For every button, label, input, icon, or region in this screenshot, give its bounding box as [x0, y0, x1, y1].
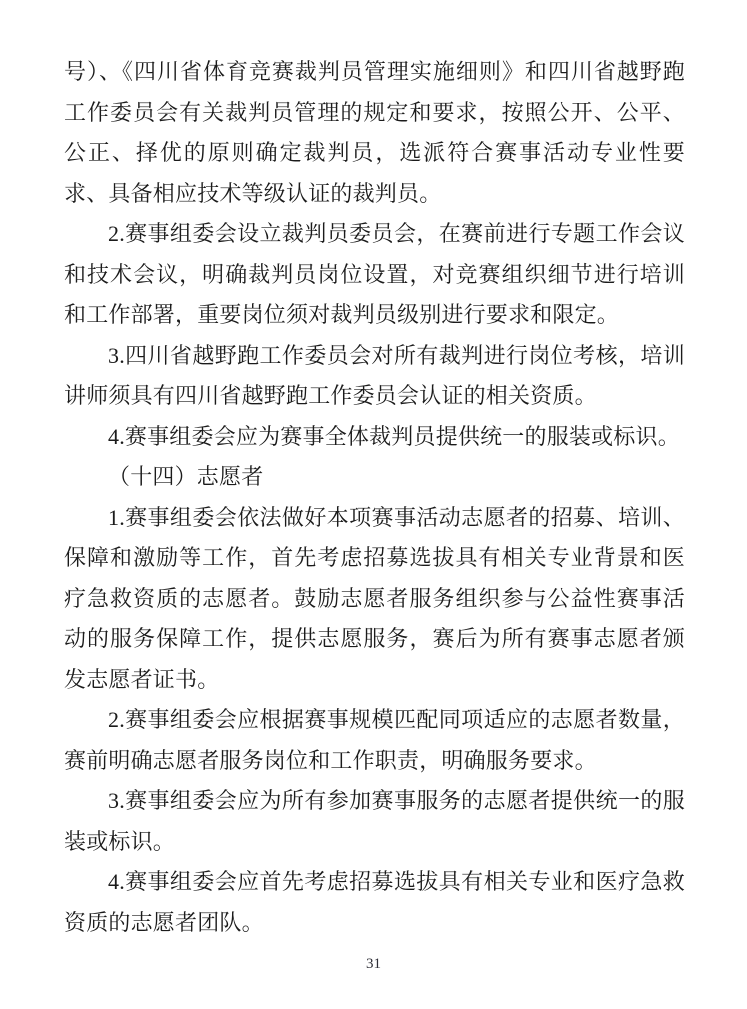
body-paragraph: 2.赛事组委会设立裁判员委员会，在赛前进行专题工作会议和技术会议，明确裁判员岗位设置，对竞赛组织细节进行培训和工作部署，重要岗位须对裁判员级别进行要求和限定。 — [64, 221, 685, 327]
page-number: 31 — [366, 956, 381, 972]
body-paragraph: 1.赛事组委会依法做好本项赛事活动志愿者的招募、培训、保障和激励等工作，首先考虑招募选拔具有相关专业背景和医疗急救资质的志愿者。鼓励志愿者服务组织参与公益性赛事活动的服务保障工作，提供志愿服务，赛后为所有赛事志愿者颁发志愿者证书。 — [64, 504, 685, 692]
body-paragraph: 3.赛事组委会应为所有参加赛事服务的志愿者提供统一的服装或标识。 — [64, 788, 685, 854]
section-heading-volunteers: （十四）志愿者 — [108, 464, 264, 489]
body-paragraph: 4.赛事组委会应为赛事全体裁判员提供统一的服装或标识。 — [108, 423, 680, 449]
body-paragraph: 4.赛事组委会应首先考虑招募选拔具有相关专业和医疗急救资质的志愿者团队。 — [64, 869, 685, 935]
body-paragraph: 3.四川省越野跑工作委员会对所有裁判进行岗位考核，培训讲师须具有四川省越野跑工作委员会认证的相关资质。 — [64, 342, 685, 408]
body-paragraph: 2.赛事组委会应根据赛事规模匹配同项适应的志愿者数量，赛前明确志愿者服务岗位和工作职责，明确服务要求。 — [64, 707, 685, 773]
document-body — [64, 52, 685, 943]
body-paragraph: 号）、《四川省体育竞赛裁判员管理实施细则》和四川省越野跑工作委员会有关裁判员管理的规定和要求，按照公开、公平、公正、择优的原则确定裁判员，选派符合赛事活动专业性要求、具备相应技术等级认证的裁判员。 — [64, 59, 685, 206]
